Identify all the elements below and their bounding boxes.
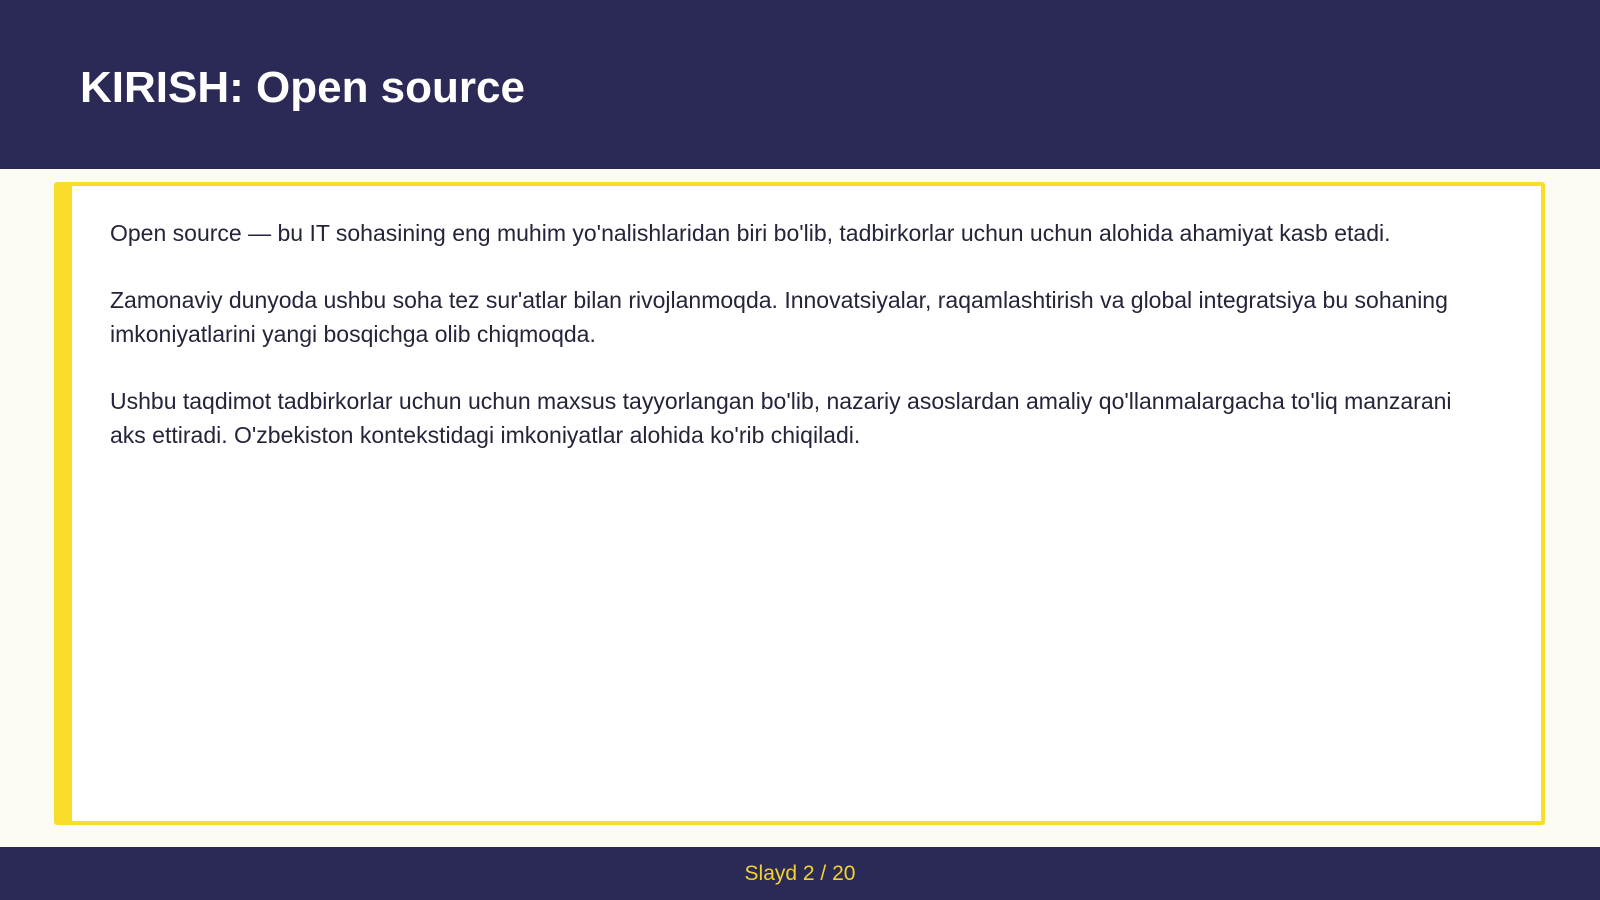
paragraph-intro: Open source — bu IT sohasining eng muhim yo'nalishlaridan biri bo'lib, tadbirkorlar uchun uchun alohida ahamiyat kasb etadi. <box>110 220 1391 246</box>
paragraph-modern-world: Zamonaviy dunyoda ushbu soha tez sur'atlar bilan rivojlanmoqda. Innovatsiyalar, raqamlashtirish va global integratsiya bu sohaning imkoniyatlarini yangi bosqichga olib chiqmoqda. <box>110 287 1448 347</box>
slide-counter: Slayd 2 / 20 <box>744 861 856 885</box>
content-text <box>110 216 1490 485</box>
slide-title: KIRISH: Open source <box>80 63 525 112</box>
paragraph-presentation-purpose: Ushbu taqdimot tadbirkorlar uchun uchun maxsus tayyorlangan bo'lib, nazariy asoslardan amaliy qo'llanmalargacha to'liq manzarani aks ettiradi. O'zbekiston kontekstidagi imkoniyatlar alohida ko'rib chiqiladi. <box>110 388 1452 448</box>
content-card <box>54 182 1545 825</box>
slide-header <box>0 0 1600 169</box>
slide-footer <box>0 847 1600 900</box>
